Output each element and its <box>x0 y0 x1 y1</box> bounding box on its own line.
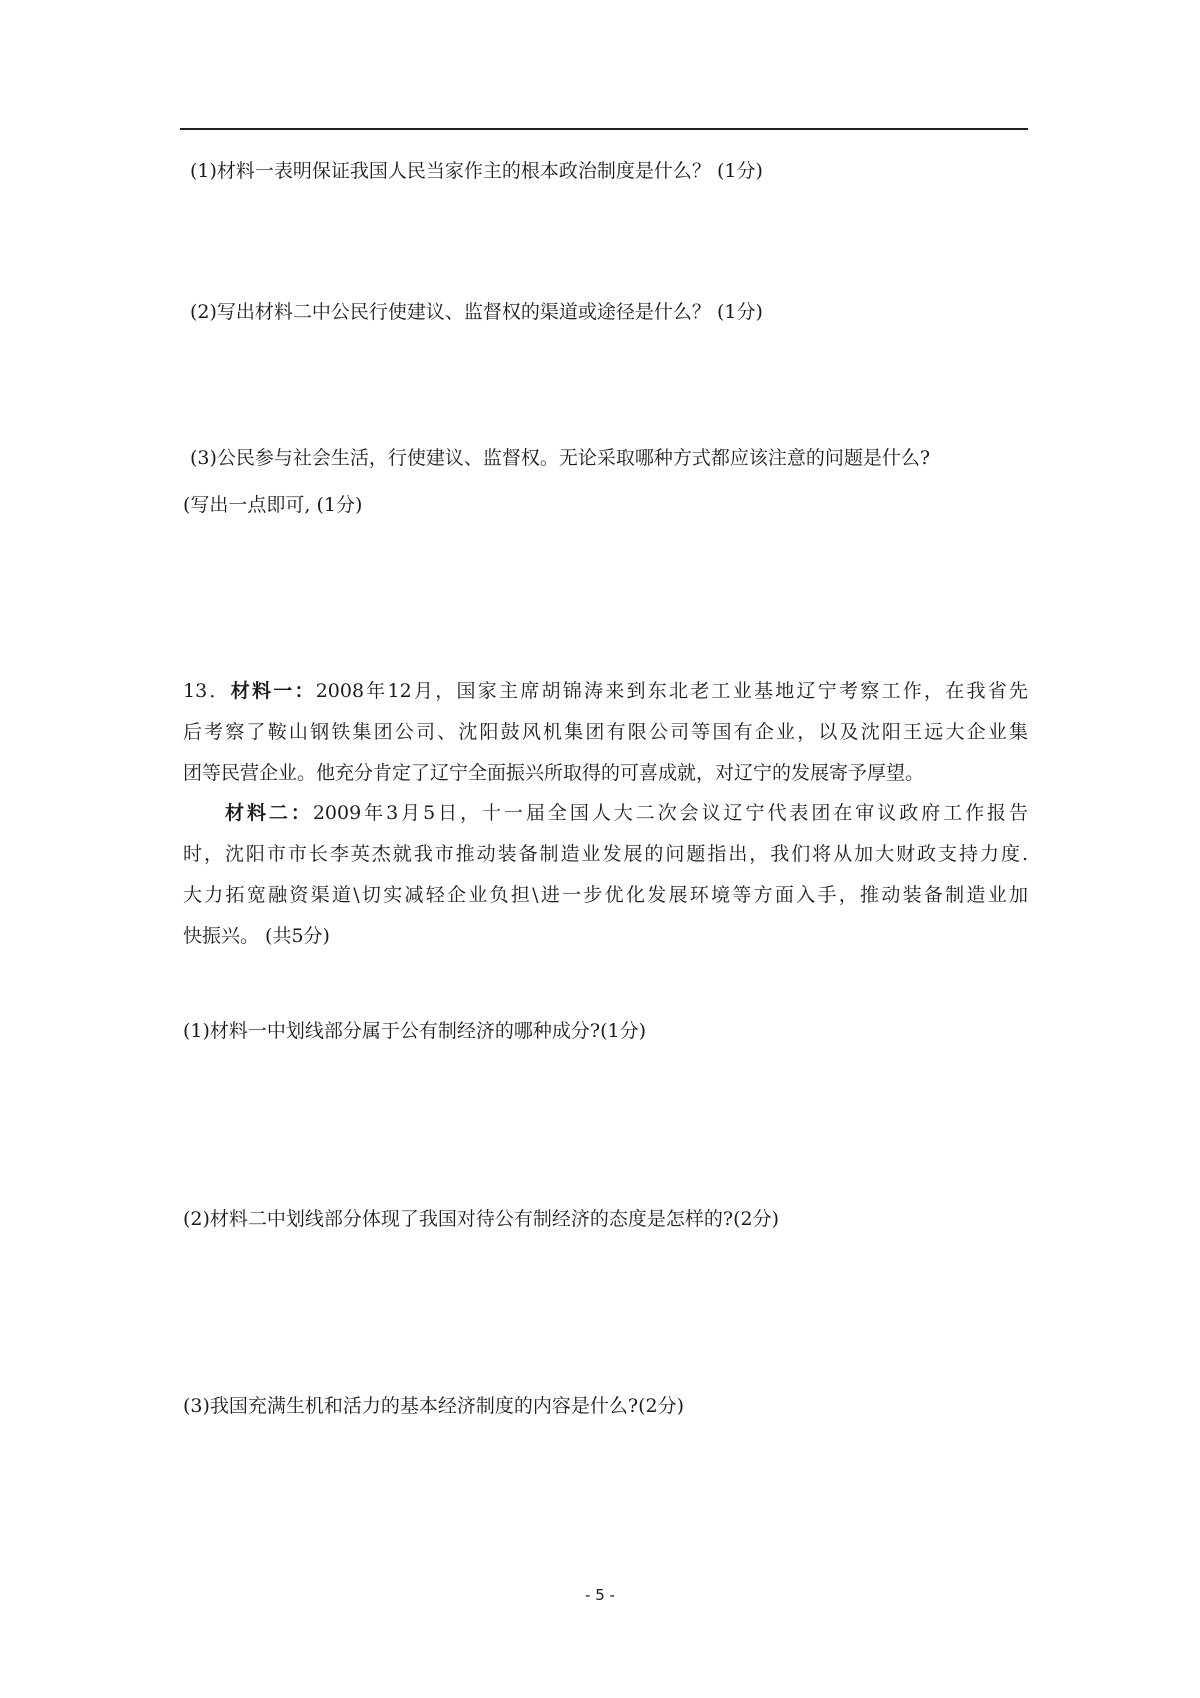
material-2-line-4: 快振兴。 (共5分) <box>183 925 330 947</box>
material-2-label: 材料二： <box>225 802 313 824</box>
question-1: (1)材料一表明保证我国人民当家作主的根本政治制度是什么？ (1分) <box>190 160 763 182</box>
material-2-line-1 <box>183 793 1028 834</box>
material-1-line-2: 后考察了鞍山钢铁集团公司、沈阳鼓风机集团有限公司等国有企业，以及沈阳王远大企业集 <box>183 721 1028 743</box>
question-13-sub-2: (2)材料二中划线部分体现了我国对待公有制经济的态度是怎样的?(2分) <box>183 1208 780 1230</box>
question-3-line-2: (写出一点即可, (1分) <box>183 494 363 516</box>
question-13-number: 13． <box>183 680 231 702</box>
material-1-line-3: 团等民营企业。他充分肯定了辽宁全面振兴所取得的可喜成就，对辽宁的发展寄予厚望。 <box>183 762 925 784</box>
question-13-material-1 <box>183 671 1028 794</box>
material-1-label: 材料一： <box>230 680 316 702</box>
material-2-line-2: 时，沈阳市市长李英杰就我市推动装备制造业发展的问题指出，我们将从加大财政支持力度. <box>183 843 1028 865</box>
material-2-text-1: 2009年3月5日，十一届全国人大二次会议辽宁代表团在审议政府工作报告 <box>312 802 1028 824</box>
material-1-line-1 <box>183 671 1028 712</box>
material-1-text-1: 2008年12月，国家主席胡锦涛来到东北老工业基地辽宁考察工作，在我省先 <box>315 680 1028 702</box>
question-13-material-2 <box>183 793 1028 957</box>
header-rule <box>180 128 1028 130</box>
page-number: - 5 - <box>585 1586 615 1604</box>
question-13-sub-1: (1)材料一中划线部分属于公有制经济的哪种成分?(1分) <box>183 1020 647 1042</box>
material-2-line-3: 大力拓宽融资渠道\切实减轻企业负担\进一步优化发展环境等方面入手，推动装备制造业加 <box>183 884 1028 906</box>
question-13-sub-3: (3)我国充满生机和活力的基本经济制度的内容是什么?(2分) <box>183 1395 685 1417</box>
question-3-line-1: (3)公民参与社会生活，行使建议、监督权。无论采取哪种方式都应该注意的问题是什么? <box>190 447 931 469</box>
question-2: (2)写出材料二中公民行使建议、监督权的渠道或途径是什么？ (1分) <box>190 301 763 323</box>
